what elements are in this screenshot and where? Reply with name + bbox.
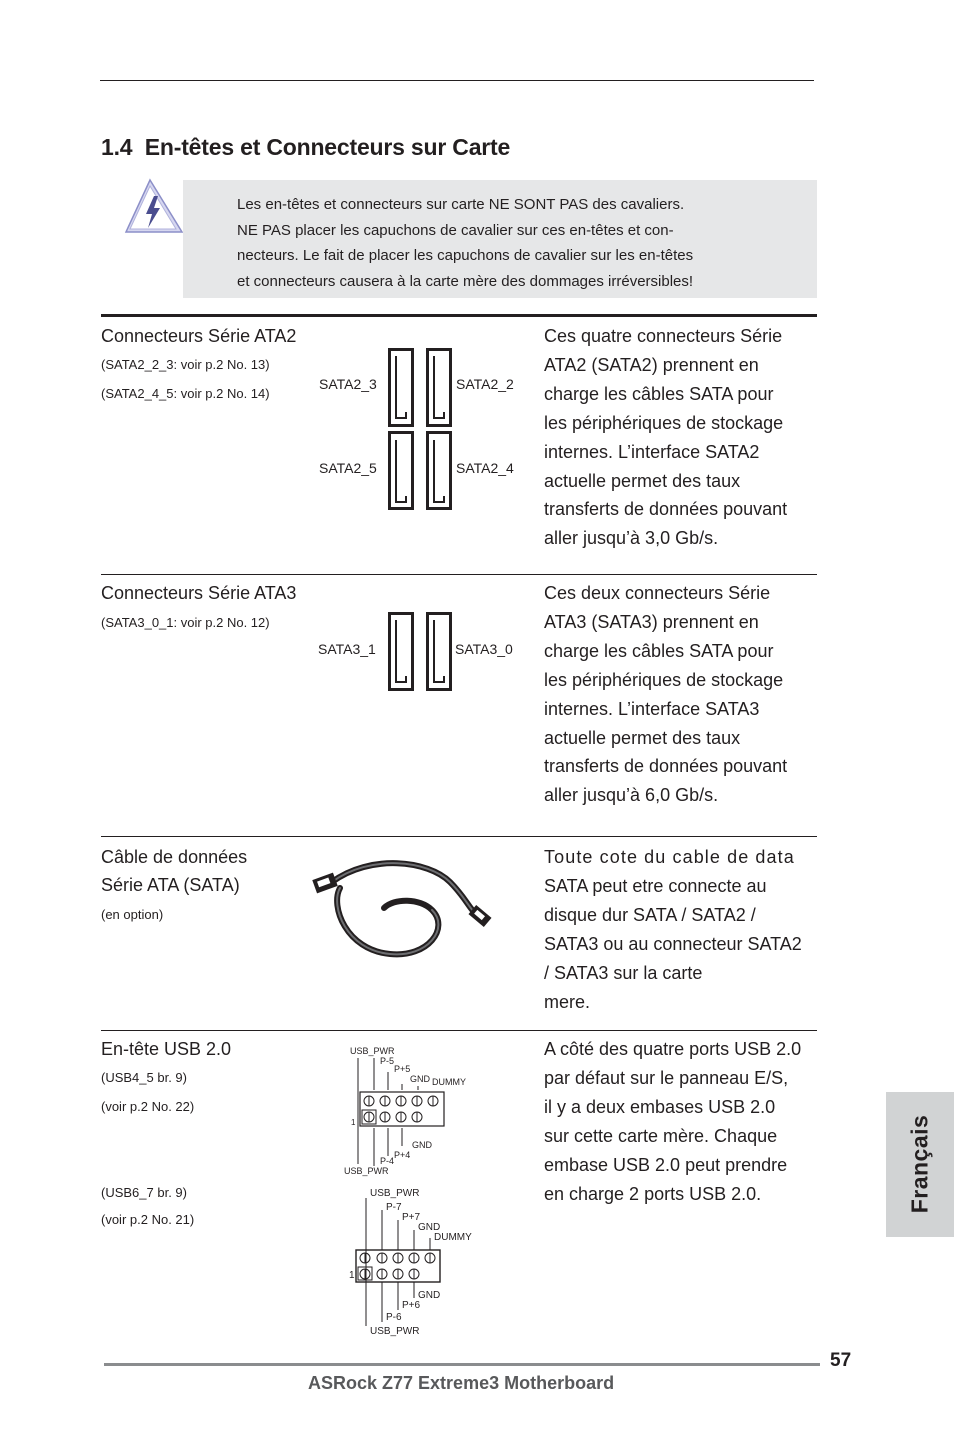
- usb-title: En-tête USB 2.0: [101, 1039, 232, 1059]
- usb-pin-label: P+7: [402, 1212, 421, 1223]
- notice-box: [183, 180, 817, 298]
- description-line: Toute cote du cable de data: [544, 847, 795, 867]
- description-line: actuelle permet des taux: [544, 727, 741, 748]
- sata2-description: [544, 322, 817, 553]
- sata2-5-label: SATA2_5: [319, 460, 377, 476]
- sata3-connectors-diagram: [388, 612, 452, 692]
- description-line: mere.: [544, 991, 591, 1012]
- description-line: ATA2 (SATA2) prennent en: [544, 354, 759, 375]
- usb-header-pins: [348, 1186, 488, 1340]
- usb-pin1-label: 1: [349, 1270, 355, 1281]
- description-line: en charge 2 ports USB 2.0.: [544, 1183, 762, 1204]
- footer-rule: [104, 1363, 820, 1366]
- cable-title-line: Série ATA (SATA): [101, 875, 240, 895]
- usb-dummy-label: DUMMY: [432, 1077, 466, 1087]
- description-line: Ces quatre connecteurs Série: [544, 326, 783, 346]
- top-rule: [100, 80, 814, 81]
- sata2-4-label: SATA2_4: [456, 460, 514, 476]
- description-line: transferts de données pouvant: [544, 499, 788, 520]
- usb-header-1-diagram: [344, 1044, 484, 1180]
- usb-pwr-label: USB_PWR: [370, 1188, 420, 1199]
- section-divider: [101, 1030, 817, 1031]
- description-line: SATA peut etre connecte au: [544, 875, 767, 896]
- description-line: par défaut sur le panneau E/S,: [544, 1067, 789, 1088]
- sata3-0-label: SATA3_0: [455, 641, 513, 657]
- section-divider: [101, 574, 817, 575]
- sata2-2-label: SATA2_2: [456, 376, 514, 392]
- usb-pin-label: P-7: [386, 1202, 402, 1213]
- description-line: actuelle permet des taux: [544, 470, 741, 491]
- section-divider: [101, 314, 817, 317]
- usb-gnd-label: GND: [418, 1290, 441, 1301]
- usb-pin-label: P-6: [386, 1312, 402, 1323]
- usb-ref: (voir p.2 No. 22): [101, 1099, 195, 1114]
- description-line: il y a deux embases USB 2.0: [544, 1096, 776, 1117]
- cable-note: (en option): [101, 907, 164, 922]
- usb-dummy-label: DUMMY: [434, 1232, 472, 1243]
- usb-gnd-label: GND: [410, 1074, 430, 1084]
- description-line: aller jusqu’à 3,0 Gb/s.: [544, 528, 719, 549]
- notice-line: NE PAS placer les capuchons de cavalier sur ces en-têtes et con-: [237, 221, 674, 239]
- sata-connector: [428, 350, 451, 426]
- sata-connector: [390, 433, 413, 509]
- section-divider: [101, 836, 817, 837]
- sata-connector: [390, 350, 413, 426]
- usb-header-pins: [344, 1044, 484, 1180]
- section-title: [101, 134, 510, 161]
- page-number: 57: [830, 1350, 852, 1371]
- sata-connector: [428, 614, 451, 690]
- usb-pin-label: P-5: [380, 1056, 395, 1066]
- description-line: ATA3 (SATA3) prennent en: [544, 611, 759, 632]
- sata2-title: Connecteurs Série ATA2: [101, 326, 297, 346]
- usb-pin1-label: 1: [351, 1118, 356, 1127]
- description-line: transferts de données pouvant: [544, 756, 788, 777]
- sata3-ref: (SATA3_0_1: voir p.2 No. 12): [101, 615, 270, 630]
- description-line: charge les câbles SATA pour: [544, 640, 774, 661]
- description-line: internes. L’interface SATA2: [544, 441, 760, 462]
- usb-pwr-label: USB_PWR: [344, 1166, 389, 1176]
- description-line: A côté des quatre ports USB 2.0: [544, 1039, 802, 1059]
- language-tab: [886, 1092, 954, 1237]
- description-line: SATA3 ou au connecteur SATA2: [544, 933, 802, 954]
- description-line: les périphériques de stockage: [544, 669, 784, 690]
- usb-ref: (voir p.2 No. 21): [101, 1212, 195, 1227]
- cable-description: [544, 843, 817, 1016]
- sata3-title: Connecteurs Série ATA3: [101, 583, 297, 603]
- description-line: aller jusqu’à 6,0 Gb/s.: [544, 785, 719, 806]
- description-line: embase USB 2.0 peut prendre: [544, 1154, 788, 1175]
- usb-pin-label: P-4: [380, 1156, 395, 1166]
- sata3-1-label: SATA3_1: [318, 641, 376, 657]
- warning-triangle-icon: [124, 178, 184, 234]
- usb-pin-label: P+6: [402, 1300, 421, 1311]
- usb-pwr-label: USB_PWR: [350, 1046, 395, 1056]
- sata-connector: [428, 433, 451, 509]
- sata3-description: [544, 579, 817, 810]
- cable-title-line: Câble de données: [101, 847, 248, 867]
- description-line: Ces deux connecteurs Série: [544, 583, 771, 603]
- usb-pwr-label: USB_PWR: [370, 1326, 420, 1337]
- usb-ref: (USB6_7 br. 9): [101, 1185, 187, 1200]
- usb-gnd-label: GND: [418, 1222, 441, 1233]
- language-tab-label: Français: [906, 1114, 933, 1214]
- usb-description: [544, 1035, 817, 1208]
- usb-pin-label: P+4: [394, 1150, 411, 1160]
- usb-ref: (USB4_5 br. 9): [101, 1070, 187, 1085]
- sata2-connectors-diagram: [388, 348, 452, 510]
- sata2-3-label: SATA2_3: [319, 376, 377, 392]
- description-line: sur cette carte mère. Chaque: [544, 1125, 778, 1146]
- usb-gnd-label: GND: [412, 1140, 432, 1150]
- sata-connector: [390, 614, 413, 690]
- sata2-ref: (SATA2_2_3: voir p.2 No. 13): [101, 357, 270, 372]
- description-line: charge les câbles SATA pour: [544, 383, 774, 404]
- section-number: 1.4: [101, 134, 133, 160]
- footer-text: ASRock Z77 Extreme3 Motherboard: [308, 1373, 615, 1393]
- section-title-text: En-têtes et Connecteurs sur Carte: [144, 134, 511, 160]
- usb-header-2-diagram: [348, 1186, 488, 1340]
- description-line: / SATA3 sur la carte: [544, 962, 703, 983]
- description-line: disque dur SATA / SATA2 /: [544, 904, 756, 925]
- notice-line: et connecteurs causera à la carte mère des dommages irréversibles!: [237, 272, 694, 290]
- notice-text: [237, 192, 749, 294]
- description-line: internes. L’interface SATA3: [544, 698, 760, 719]
- notice-line: Les en-têtes et connecteurs sur carte NE SONT PAS des cavaliers.: [237, 196, 685, 213]
- description-line: les périphériques de stockage: [544, 412, 784, 433]
- notice-line: necteurs. Le fait de placer les capuchons de cavalier sur les en-têtes: [237, 247, 694, 265]
- usb-pin-label: P+5: [394, 1064, 411, 1074]
- sata-cable-image: [310, 858, 496, 960]
- sata2-ref: (SATA2_4_5: voir p.2 No. 14): [101, 386, 270, 401]
